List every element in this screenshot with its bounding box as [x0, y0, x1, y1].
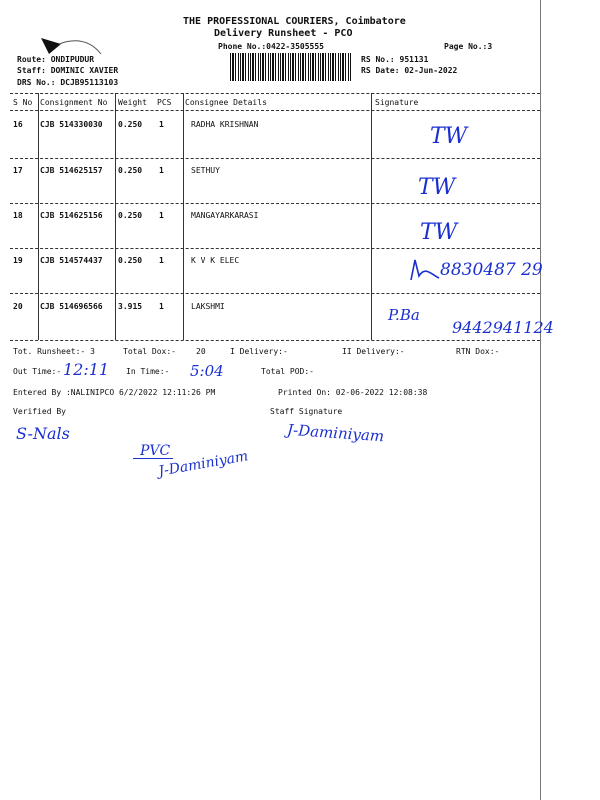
entered-by: Entered By :NALINIPCO 6/2/2022 12:11:26 PM [13, 388, 216, 397]
barcode [230, 53, 352, 81]
row-consignee: MANGAYARKARASI [191, 211, 259, 220]
row-signature-scribble [405, 256, 445, 284]
row-pcs: 1 [159, 120, 164, 129]
row-rule [10, 158, 540, 159]
column-divider [115, 93, 116, 340]
row-sno: 20 [13, 302, 23, 311]
total-pod-label: Total POD:- [261, 367, 314, 376]
row-rule [10, 248, 540, 249]
staff-name: Staff: DOMINIC XAVIER [17, 66, 119, 75]
page-edge-line [540, 0, 541, 800]
row-consignee: K V K ELEC [191, 256, 240, 265]
runsheet-title: Delivery Runsheet - PCO [214, 28, 353, 39]
row-consignee: SETHUY [191, 166, 220, 175]
header-signature: Signature [375, 98, 419, 107]
out-time-label: Out Time:- [13, 367, 62, 376]
out-time-value: 12:11 [63, 360, 110, 379]
drs-number: DRS No.: DCJB95113103 [17, 78, 119, 87]
ii-delivery-label: II Delivery:- [342, 347, 405, 356]
total-dox-value: 20 [196, 347, 206, 356]
row-sno: 16 [13, 120, 23, 129]
route: Route: ONDIPUDUR [17, 55, 95, 64]
column-divider [371, 93, 372, 340]
column-divider [183, 93, 184, 340]
page-number: Page No.:3 [444, 42, 493, 51]
table-top-rule [10, 93, 540, 94]
header-weight: Weight [118, 98, 147, 107]
pvc-signature: PVC [140, 443, 171, 459]
row-weight: 0.250 [118, 166, 143, 175]
total-dox-label: Total Dox:- [123, 347, 176, 356]
total-runsheet: Tot. Runsheet:- 3 [13, 347, 95, 356]
in-time-label: In Time:- [126, 367, 170, 376]
row-rule [10, 293, 540, 294]
row-phone: 8830487 29 [440, 260, 543, 280]
row-consignment: CJB 514625156 [40, 211, 103, 220]
row-consignment: CJB 514574437 [40, 256, 103, 265]
row-signature: TW [420, 220, 458, 245]
verified-by-label: Verified By [13, 407, 66, 416]
staff-signature: J-Daminiyam [286, 420, 385, 446]
rs-date: RS Date: 02-Jun-2022 [361, 66, 458, 75]
in-time-value: 5:04 [190, 362, 224, 380]
header-sno: S No [13, 98, 33, 107]
row-signature: TW [430, 124, 468, 149]
row-weight: 0.250 [118, 120, 143, 129]
staff-signature-label: Staff Signature [270, 407, 343, 416]
row-signature: TW [418, 175, 456, 200]
row-rule [10, 203, 540, 204]
row-consignee: RADHA KRISHNAN [191, 120, 259, 129]
rs-number: RS No.: 951131 [361, 55, 429, 64]
row-pcs: 1 [159, 211, 164, 220]
row-consignee: LAKSHMI [191, 302, 225, 311]
header-consignment: Consignment No [40, 98, 108, 107]
printed-on: Printed On: 02-06-2022 12:08:38 [278, 388, 428, 397]
column-divider [38, 93, 39, 340]
row-pcs: 1 [159, 302, 164, 311]
pvc-underline [133, 458, 173, 459]
row-sno: 18 [13, 211, 23, 220]
row-phone: 9442941124 [452, 318, 554, 337]
verified-signature: S-Nals [16, 424, 70, 443]
pvc-name-signature: J-Daminiyam [157, 448, 250, 480]
row-consignment: CJB 514696566 [40, 302, 103, 311]
i-delivery-label: I Delivery:- [230, 347, 288, 356]
header-bottom-rule [10, 110, 540, 111]
phone-number: Phone No.:0422-3505555 [218, 42, 324, 51]
table-bottom-rule [10, 340, 540, 341]
row-weight: 3.915 [118, 302, 143, 311]
row-weight: 0.250 [118, 256, 143, 265]
row-pcs: 1 [159, 256, 164, 265]
row-pcs: 1 [159, 166, 164, 175]
row-sno: 17 [13, 166, 23, 175]
row-consignment: CJB 514330030 [40, 120, 103, 129]
row-sno: 19 [13, 256, 23, 265]
rtn-dox-label: RTN Dox:- [456, 347, 500, 356]
row-signature: P.Ba [388, 306, 420, 324]
header-consignee: Consignee Details [185, 98, 267, 107]
company-name: THE PROFESSIONAL COURIERS, Coimbatore [183, 16, 406, 27]
row-consignment: CJB 514625157 [40, 166, 103, 175]
header-pcs: PCS [157, 98, 172, 107]
row-weight: 0.250 [118, 211, 143, 220]
